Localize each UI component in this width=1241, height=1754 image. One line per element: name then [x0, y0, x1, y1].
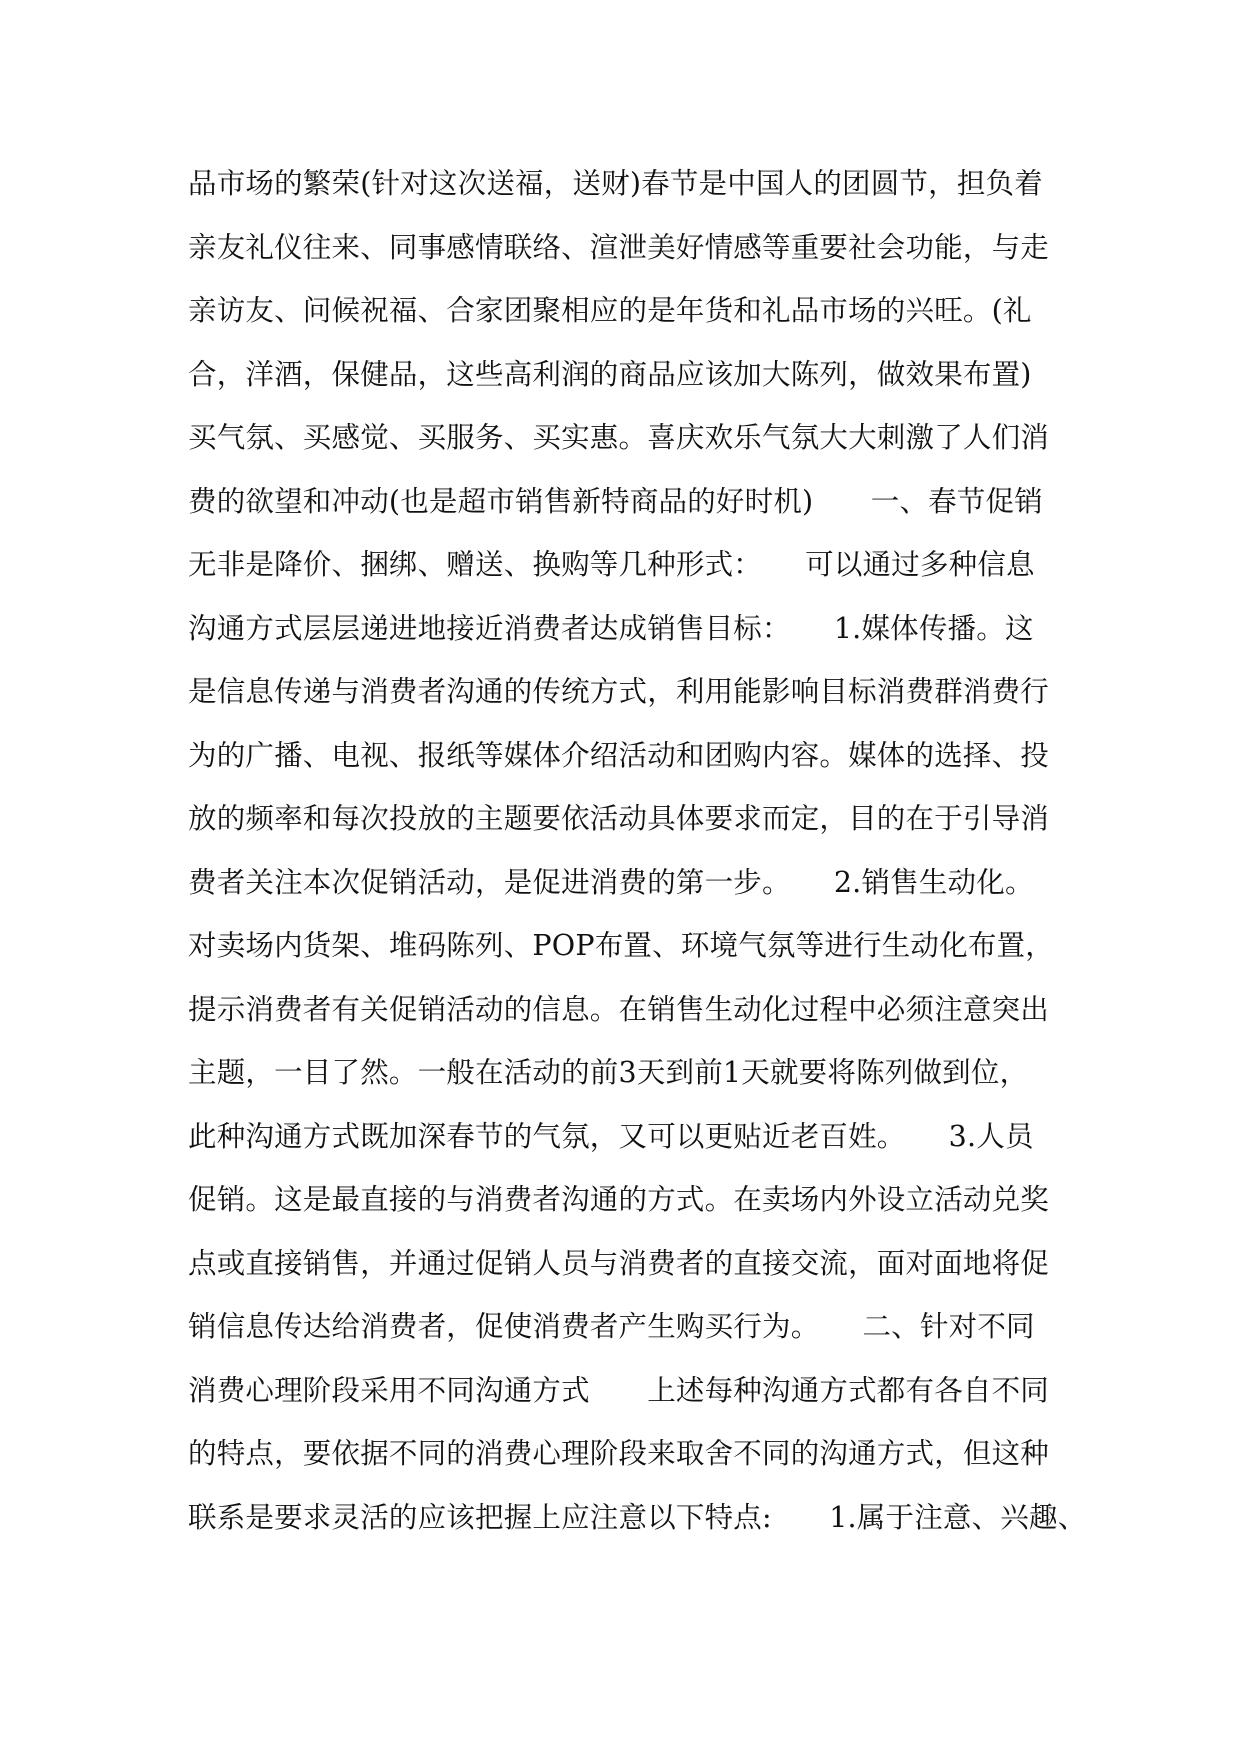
text-line: 亲友礼仪往来、同事感情联络、渲泄美好情感等重要社会功能，与走 [188, 230, 1050, 264]
text-line: 消费心理阶段采用不同沟通方式 上述每种沟通方式都有各自不同 [188, 1373, 1050, 1407]
text-line: 合，洋酒，保健品，这些高利润的商品应该加大陈列，做效果布置) [188, 357, 1032, 391]
text-line: 亲访友、问候祝福、合家团聚相应的是年货和礼品市场的兴旺。(礼 [188, 294, 1032, 327]
text-line: 无非是降价、捆绑、赠送、换购等几种形式： 可以通过多种信息 [188, 548, 1035, 581]
text-line: 是信息传递与消费者沟通的传统方式，利用能影响目标消费群消费行 [188, 675, 1050, 708]
text-line: 联系是要求灵活的应该把握上应注意以下特点: 1.属于注意、兴趣、 [188, 1500, 1087, 1534]
text-line: 促销。这是最直接的与消费者沟通的方式。在卖场内外设立活动兑奖 [188, 1183, 1050, 1216]
text-line: 主题，一目了然。一般在活动的前3天到前1天就要将陈列做到位， [188, 1056, 1029, 1089]
text-line: 此种沟通方式既加深春节的气氛，又可以更贴近老百姓。 3.人员 [188, 1119, 1034, 1153]
text-line: 费者关注本次促销活动，是促进消费的第一步。 2.销售生动化。 [188, 865, 1034, 899]
text-line: 销信息传达给消费者，促使消费者产生购买行为。 二、针对不同 [188, 1310, 1035, 1343]
text-line: 的特点，要依据不同的消费心理阶段来取舍不同的沟通方式，但这种 [188, 1437, 1050, 1470]
text-line: 品市场的繁荣(针对这次送福，送财)春节是中国人的团圆节，担负着 [188, 167, 1043, 200]
text-line: 对卖场内货架、堆码陈列、POP布置、环境气氛等进行生动化布置， [188, 929, 1054, 962]
text-line: 放的频率和每次投放的主题要依活动具体要求而定，目的在于引导消 [188, 802, 1050, 835]
text-line: 买气氛、买感觉、买服务、买实惠。喜庆欢乐气氛大大刺激了人们消 [188, 421, 1050, 454]
text-line: 提示消费者有关促销活动的信息。在销售生动化过程中必须注意突出 [188, 992, 1050, 1026]
text-line: 为的广播、电视、报纸等媒体介绍活动和团购内容。媒体的选择、投 [188, 738, 1050, 772]
body-text [188, 152, 1087, 1549]
text-line: 点或直接销售，并通过促销人员与消费者的直接交流，面对面地将促 [188, 1246, 1050, 1280]
text-line: 沟通方式层层递进地接近消费者达成销售目标： 1.媒体传播。这 [188, 611, 1034, 645]
text-line: 费的欲望和冲动(也是超市销售新特商品的好时机) 一、春节促销 [188, 484, 1043, 518]
